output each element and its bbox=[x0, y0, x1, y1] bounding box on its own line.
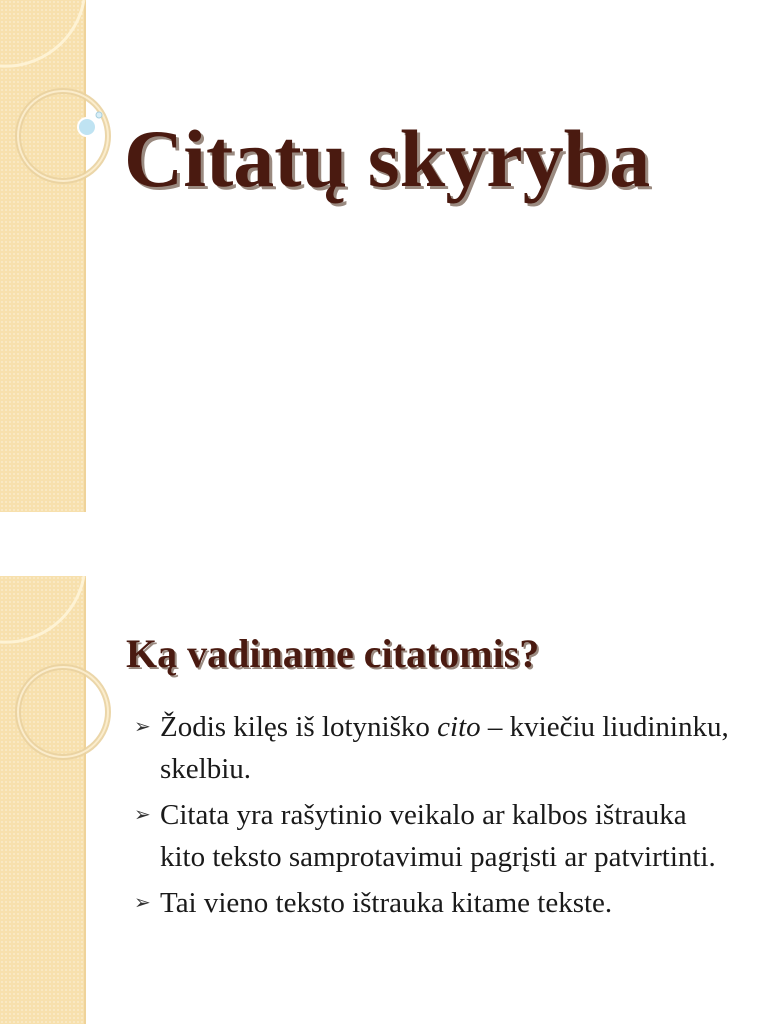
decorative-circles bbox=[0, 576, 140, 1024]
bubble-small-icon bbox=[96, 112, 102, 118]
bullet-text-after: – kviečiu liudininku, skelbiu. bbox=[160, 711, 729, 785]
arrow-bullet-icon: ➢ bbox=[134, 716, 151, 738]
bullet-item bbox=[134, 794, 734, 878]
slide-title-text: Citatų skyryba bbox=[124, 113, 651, 204]
bullet-text: Tai vieno teksto ištrauka kitame tekste. bbox=[160, 887, 613, 919]
bullet-list bbox=[134, 706, 734, 928]
slide-gap bbox=[0, 512, 768, 576]
slide-content bbox=[0, 576, 768, 1024]
bubble-large-icon bbox=[78, 118, 96, 136]
arrow-bullet-icon: ➢ bbox=[134, 804, 151, 826]
arrow-bullet-icon: ➢ bbox=[134, 892, 151, 914]
decorative-circles bbox=[0, 0, 140, 512]
bullet-text-italic: cito bbox=[437, 711, 481, 743]
bullet-item bbox=[134, 706, 734, 790]
bullet-item bbox=[134, 882, 734, 924]
bullet-text: Citata yra rašytinio veikalo ar kalbos ištrauka kito teksto samprotavimui pagrįsti ar patvirtinti. bbox=[160, 799, 716, 873]
bullet-text-before: Žodis kilęs iš lotyniško bbox=[160, 711, 438, 743]
slide-heading: Ką vadiname citatomis? bbox=[126, 631, 540, 676]
